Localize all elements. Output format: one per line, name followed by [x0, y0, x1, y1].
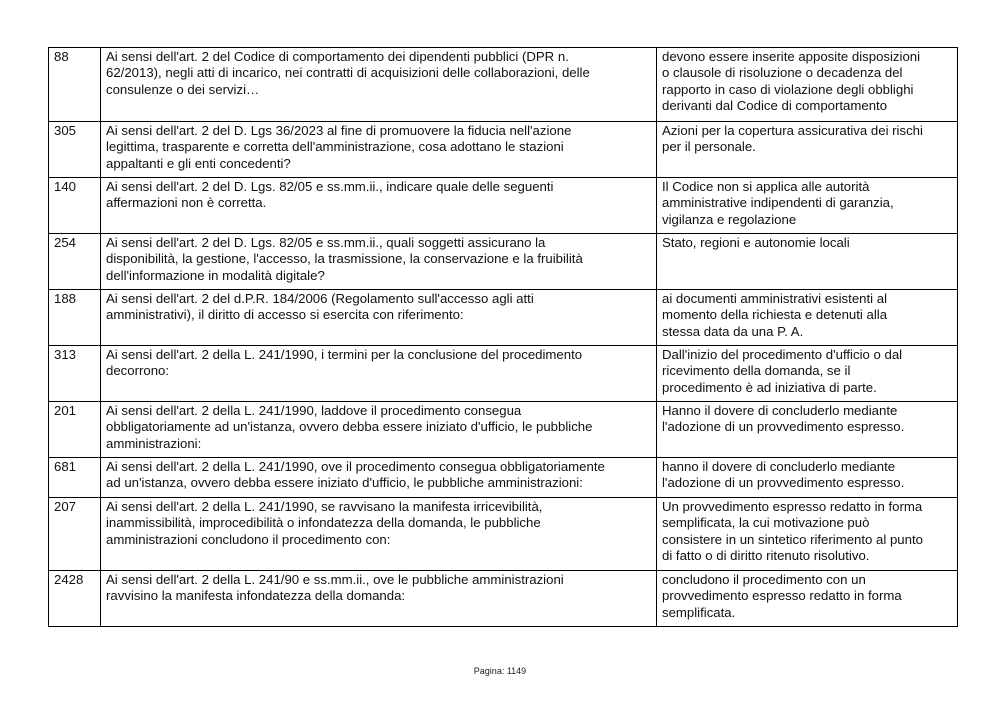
page-number: Pagina: 1149: [473, 666, 527, 676]
question-text-cell: Ai sensi dell'art. 2 del D. Lgs. 82/05 e ss.mm.ii., indicare quale delle seguenti affermazioni non è corretta.: [101, 178, 657, 234]
table-row: [49, 290, 958, 346]
answer-text-cell: Stato, regioni e autonomie locali: [657, 234, 958, 290]
table-row: [49, 122, 958, 178]
question-id-cell: 313: [49, 346, 101, 402]
question-text-cell: Ai sensi dell'art. 2 del Codice di comportamento dei dipendenti pubblici (DPR n. 62/2013), negli atti di incarico, nei contratti di acquisizioni delle collaborazioni, delle consulenze o dei servizi…: [101, 48, 657, 122]
question-text-cell: Ai sensi dell'art. 2 della L. 241/1990, i termini per la conclusione del procedimento decorrono:: [101, 346, 657, 402]
table-row: [49, 571, 958, 627]
question-id-cell: 201: [49, 402, 101, 458]
answer-text-cell: concludono il procedimento con un provvedimento espresso redatto in forma semplificata.: [657, 571, 958, 627]
answer-text-cell: devono essere inserite apposite disposizioni o clausole di risoluzione o decadenza del rapporto in caso di violazione degli obblighi derivanti dal Codice di comportamento: [657, 48, 958, 122]
question-text-cell: Ai sensi dell'art. 2 del d.P.R. 184/2006 (Regolamento sull'accesso agli atti amministrativi), il diritto di accesso si esercita con riferimento:: [101, 290, 657, 346]
answer-text-cell: Un provvedimento espresso redatto in forma semplificata, la cui motivazione può consistere in un sintetico riferimento al punto di fatto o di diritto ritenuto risolutivo.: [657, 498, 958, 571]
question-id-cell: 2428: [49, 571, 101, 627]
table-row: [49, 402, 958, 458]
question-id-cell: 188: [49, 290, 101, 346]
table-row: [49, 48, 958, 122]
table-row: [49, 346, 958, 402]
answer-text-cell: Hanno il dovere di concluderlo mediante l'adozione di un provvedimento espresso.: [657, 402, 958, 458]
table-row: [49, 178, 958, 234]
table-row: [49, 458, 958, 498]
table-row: [49, 498, 958, 571]
question-id-cell: 140: [49, 178, 101, 234]
quiz-table: [48, 47, 958, 627]
question-text-cell: Ai sensi dell'art. 2 della L. 241/90 e ss.mm.ii., ove le pubbliche amministrazioni ravvisino la manifesta infondatezza della domanda:: [101, 571, 657, 627]
answer-text-cell: Dall'inizio del procedimento d'ufficio o dal ricevimento della domanda, se il procedimento è ad iniziativa di parte.: [657, 346, 958, 402]
question-text-cell: Ai sensi dell'art. 2 della L. 241/1990, ove il procedimento consegua obbligatoriamente ad un'istanza, ovvero debba essere iniziato d'ufficio, le pubbliche amministrazioni:: [101, 458, 657, 498]
question-text-cell: Ai sensi dell'art. 2 del D. Lgs 36/2023 al fine di promuovere la fiducia nell'azione legittima, trasparente e corretta dell'amministrazione, cosa adottano le stazioni appaltanti e gli enti concedenti?: [101, 122, 657, 178]
question-id-cell: 254: [49, 234, 101, 290]
question-id-cell: 681: [49, 458, 101, 498]
answer-text-cell: Azioni per la copertura assicurativa dei rischi per il personale.: [657, 122, 958, 178]
answer-text-cell: ai documenti amministrativi esistenti al momento della richiesta e detenuti alla stessa data da una P. A.: [657, 290, 958, 346]
question-id-cell: 305: [49, 122, 101, 178]
question-id-cell: 207: [49, 498, 101, 571]
question-text-cell: Ai sensi dell'art. 2 della L. 241/1990, laddove il procedimento consegua obbligatoriamente ad un'istanza, ovvero debba essere iniziato d'ufficio, le pubbliche amministrazioni:: [101, 402, 657, 458]
answer-text-cell: hanno il dovere di concluderlo mediante l'adozione di un provvedimento espresso.: [657, 458, 958, 498]
question-text-cell: Ai sensi dell'art. 2 del D. Lgs. 82/05 e ss.mm.ii., quali soggetti assicurano la disponibilità, la gestione, l'accesso, la trasmissione, la conservazione e la fruibilità dell'informazione in modalità digitale?: [101, 234, 657, 290]
question-text-cell: Ai sensi dell'art. 2 della L. 241/1990, se ravvisano la manifesta irricevibilità, inammissibilità, improcedibilità o infondatezza della domanda, le pubbliche amministrazioni concludono il procedimento con:: [101, 498, 657, 571]
answer-text-cell: Il Codice non si applica alle autorità amministrative indipendenti di garanzia, vigilanza e regolazione: [657, 178, 958, 234]
table-row: [49, 234, 958, 290]
question-id-cell: 88: [49, 48, 101, 122]
